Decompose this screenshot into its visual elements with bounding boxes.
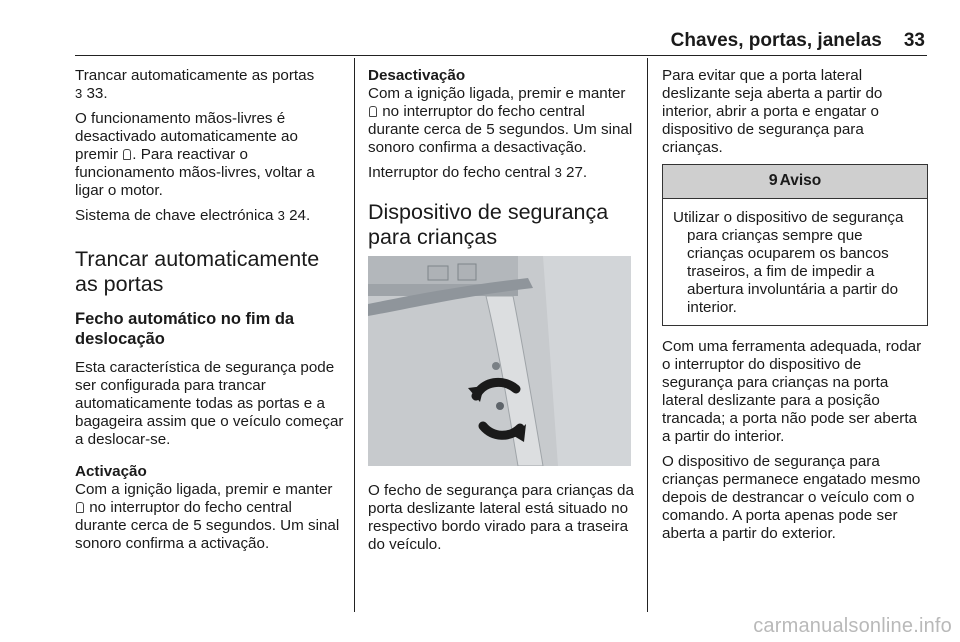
key-lock-icon: [123, 149, 131, 160]
page-reference-arrow-icon: 3: [554, 165, 562, 180]
heading-auto-lock: Trancar automaticamente as portas: [75, 247, 320, 296]
column-divider-1: [354, 58, 355, 612]
warning-triangle-icon: 9: [768, 172, 778, 189]
section-title: Chaves, portas, janelas: [670, 30, 882, 51]
page-header: [75, 30, 925, 52]
header-rule: [75, 55, 927, 56]
child-lock-drawing: [368, 256, 631, 466]
paragraph-handsfree: O funcionamento mãos-livres é desactivado automaticamente ao premir . Para reactivar o funcionamento mãos-livres, voltar a ligar o motor.: [75, 110, 315, 199]
paragraph-prevent-opening: Para evitar que a porta lateral deslizante seja aberta a partir do interior, abrir a porta e engatar o dispositivo de segurança para crianças.: [662, 67, 883, 156]
page-reference-arrow-icon: 3: [277, 208, 285, 223]
paragraph-electronic-key-ref: Sistema de chave electrónica 3 24.: [75, 207, 311, 224]
paragraph-auto-lock-ref: Trancar automaticamente as portas 3 33.: [75, 67, 315, 102]
column-3: [662, 67, 928, 550]
paragraph-rotate-switch: Com uma ferramenta adequada, rodar o interruptor do dispositivo de segurança para crianças na porta lateral deslizante para a posição trancada; a porta não pode ser aberta a partir do interior.: [662, 338, 922, 445]
column-divider-2: [647, 58, 648, 612]
paragraph-feature: Esta característica de segurança pode ser configurada para trancar automaticamente todas as portas e a bagageira assim que o veículo começar a deslocar-se.: [75, 359, 344, 448]
child-lock-illustration: [368, 256, 631, 466]
key-lock-icon: [369, 106, 377, 117]
column-1: [75, 67, 345, 560]
paragraph-activation: Com a ignição ligada, premir e manter no interruptor do fecho central durante cerca de 5 segundos. Um sinal sonoro confirma a activação.: [75, 481, 340, 552]
deactivation-title: Desactivação: [368, 67, 466, 84]
key-lock-icon: [76, 502, 84, 513]
warning-title: Aviso: [779, 172, 822, 189]
activation-title: Activação: [75, 463, 147, 480]
heading-child-safety: Dispositivo de segurança para crianças: [368, 200, 609, 249]
paragraph-stays-engaged: O dispositivo de segurança para crianças permanece engatado mesmo depois de destrancar o veículo com o comando. A porta apenas pode ser aberta a partir do exterior.: [662, 453, 921, 542]
paragraph-deactivation: Com a ignição ligada, premir e manter no interruptor do fecho central durante cerca de 5 segundos. Um sinal sonoro confirma a desactivação.: [368, 85, 633, 156]
watermark: carmanualsonline.info: [753, 615, 952, 637]
page-reference-arrow-icon: 3: [75, 86, 83, 101]
column-2: [368, 67, 636, 561]
warning-body: Utilizar o dispositivo de segurança para crianças sempre que crianças ocuparem os bancos traseiros, a fim de impedir a abertura involuntária a partir do interior.: [673, 209, 904, 316]
page-number: 33: [903, 30, 925, 51]
warning-box: [662, 164, 928, 326]
paragraph-central-switch-ref: Interruptor do fecho central 3 27.: [368, 164, 588, 181]
figure-caption: O fecho de segurança para crianças da porta deslizante lateral está situado no respectivo bordo virado para a traseira do veículo.: [368, 482, 634, 553]
warning-header: [663, 165, 927, 199]
subheading-auto-lock-end: Fecho automático no fim da deslocação: [75, 310, 295, 348]
